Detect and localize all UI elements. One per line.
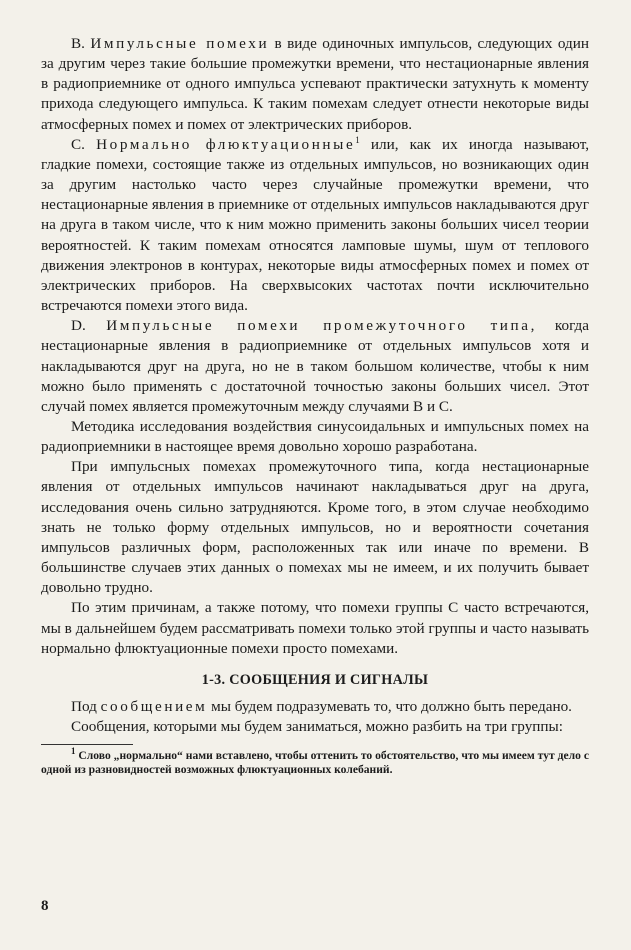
section-heading: 1-3. СООБЩЕНИЯ И СИГНАЛЫ (201, 671, 429, 688)
paragraph-groups: Сообщения, которыми мы будем заниматься, можно разбить на три группы: (71, 718, 563, 735)
paragraph-b (41, 34, 589, 135)
item-label: D. (71, 317, 86, 335)
item-label: В. (71, 35, 85, 52)
page-number: 8 (41, 898, 49, 914)
paragraph-text: в виде одиночных импульсов, следующих один за другим через такие большие промежутки времени, что нестационарные явления в радиоприемнике от одного импульса успевают практически затухнуть к моменту прихода следующего импульса. К таким помехам следует отнести некоторые виды атмосферных помех и помех от электрических приборов. (41, 35, 589, 133)
footnote-divider (41, 744, 133, 745)
footnote (41, 746, 589, 777)
paragraph-intermediate: При импульсных помехах промежуточного типа, когда нестационарные явления от отдельных импульсов начинают накладываться друг на друга, исследования очень сильно затрудняются. Кроме того, в этом случае необходимо знать не только форму отдельных импульсов, но и вероятности сочетания импульсов различных форм, расположенных так или иначе по времени. В большинстве случаев этих данных о помехах мы не имеем, и их получить бывает довольно трудно. (41, 458, 589, 597)
paragraph-d (41, 316, 589, 417)
paragraph-message (41, 697, 589, 717)
paragraph-text: мы будем подразумевать то, что должно быть передано. (207, 697, 572, 715)
term-impulse-noise: Импульсные помехи (90, 35, 270, 52)
paragraph-text: или, как их иногда называют, гладкие помехи, состоящие также из отдельных импульсов, но возникающих один за другим настолько часто через случайные промежутки времени, что нестационарные явления в приемнике от отдельных импульсов накладываются друг на друга в таком числе, что к ним можно применить законы больших чисел теории вероятностей. К таким помехам относятся ламповые шумы, шум от теплового движения электронов в контурах, некоторые виды атмосферных помех и помех от электрических приборов. На сверхвысоких частотах почти исключительно встречаются помехи этого вида. (41, 135, 589, 315)
footnote-mark: 1 (71, 746, 76, 757)
term-fluctuation-noise: Нормально флюктуационные (96, 135, 356, 153)
term-intermediate-noise: Импульсные помехи промежуточного типа (106, 317, 531, 335)
page-body (41, 34, 589, 778)
paragraph-text: , когда нестационарные явления в радиоприемнике от отдельных импульсов хотя и накладываются друг на друга, но не в таком большом количестве, чтобы к ним можно было применять с достаточной точностью законы больших чисел. Этот случай помех является промежуточным между случаями В и С. (41, 317, 590, 415)
term-message: сообщением (100, 697, 208, 715)
paragraph-c (41, 135, 589, 316)
item-label: С. (71, 135, 85, 153)
footnote-mark: 1 (355, 134, 360, 145)
paragraph-methodology: Методика исследования воздействия синусоидальных и импульсных помех на радиоприемники в настоящее время довольно хорошо разработана. (41, 417, 589, 456)
footnote-text: Слово „нормально“ нами вставлено, чтобы оттенить то обстоятельство, что мы имеем тут дело с одной из разновидностей возможных флюктуационных колебаний. (41, 749, 589, 777)
paragraph-text: Под (71, 697, 101, 715)
paragraph-conclusion: По этим причинам, а также потому, что помехи группы С часто встречаются, мы в дальнейшем будем рассматривать помехи только этой группы и часто называть нормально флюктуационные помехи просто помехами. (41, 599, 589, 657)
